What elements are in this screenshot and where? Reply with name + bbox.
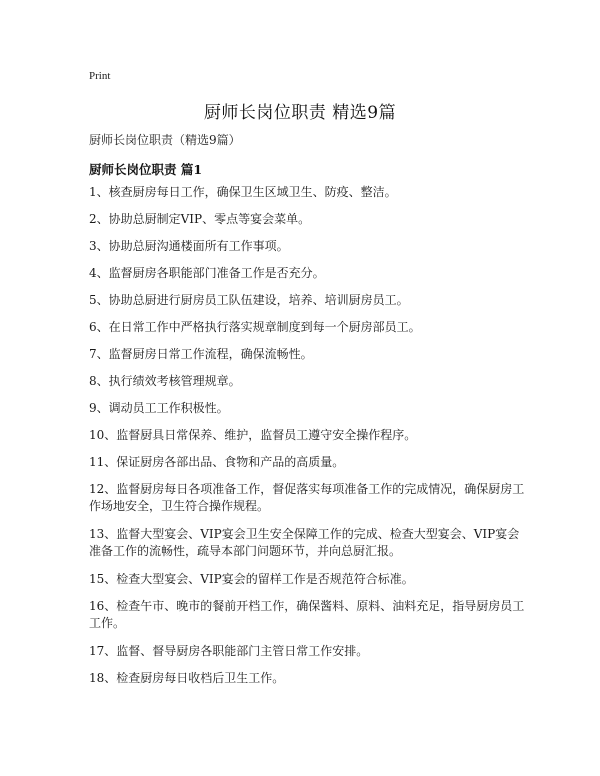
duty-list [89, 184, 529, 697]
list-item: 4、监督厨房各职能部门准备工作是否充分。 [89, 266, 325, 280]
list-item: 11、保证厨房各部出品、食物和产品的高质量。 [89, 455, 345, 469]
list-item: 2、协助总厨制定VIP、零点等宴会菜单。 [89, 212, 311, 226]
list-item: 5、协助总厨进行厨房员工队伍建设，培养、培训厨房员工。 [89, 293, 409, 307]
list-item: 3、协助总厨沟通楼面所有工作事项。 [89, 239, 289, 253]
list-item: 9、调动员工工作积极性。 [89, 401, 229, 415]
list-item: 8、执行绩效考核管理规章。 [89, 374, 241, 388]
list-item: 1、核查厨房每日工作，确保卫生区域卫生、防疫、整洁。 [89, 185, 397, 199]
list-item: 18、检查厨房每日收档后卫生工作。 [89, 671, 285, 685]
list-item: 16、检查午市、晚市的餐前开档工作，确保酱料、原料、油料充足，指导厨房员工工作。 [89, 599, 525, 630]
document-subtitle: 厨师长岗位职责（精选9篇） [89, 133, 241, 147]
section-heading: 厨师长岗位职责 篇1 [89, 162, 203, 177]
list-item: 13、监督大型宴会、VIP宴会卫生安全保障工作的完成、检查大型宴会、VIP宴会准备工作的流畅性，疏导本部门问题环节，并向总厨汇报。 [89, 527, 520, 558]
list-item: 6、在日常工作中严格执行落实规章制度到每一个厨房部员工。 [89, 320, 421, 334]
print-link[interactable]: Print [89, 70, 111, 82]
list-item: 17、监督、督导厨房各职能部门主管日常工作安排。 [89, 644, 369, 658]
list-item: 15、检查大型宴会、VIP宴会的留样工作是否规范符合标准。 [89, 572, 414, 586]
list-item: 7、监督厨房日常工作流程，确保流畅性。 [89, 347, 313, 361]
list-item: 10、监督厨具日常保养、维护，监督员工遵守安全操作程序。 [89, 428, 417, 442]
document-title: 厨师长岗位职责 精选9篇 [203, 103, 397, 123]
list-item: 12、监督厨房每日各项准备工作，督促落实每项准备工作的完成情况，确保厨房工作场地安全，卫生符合操作规程。 [89, 482, 525, 513]
